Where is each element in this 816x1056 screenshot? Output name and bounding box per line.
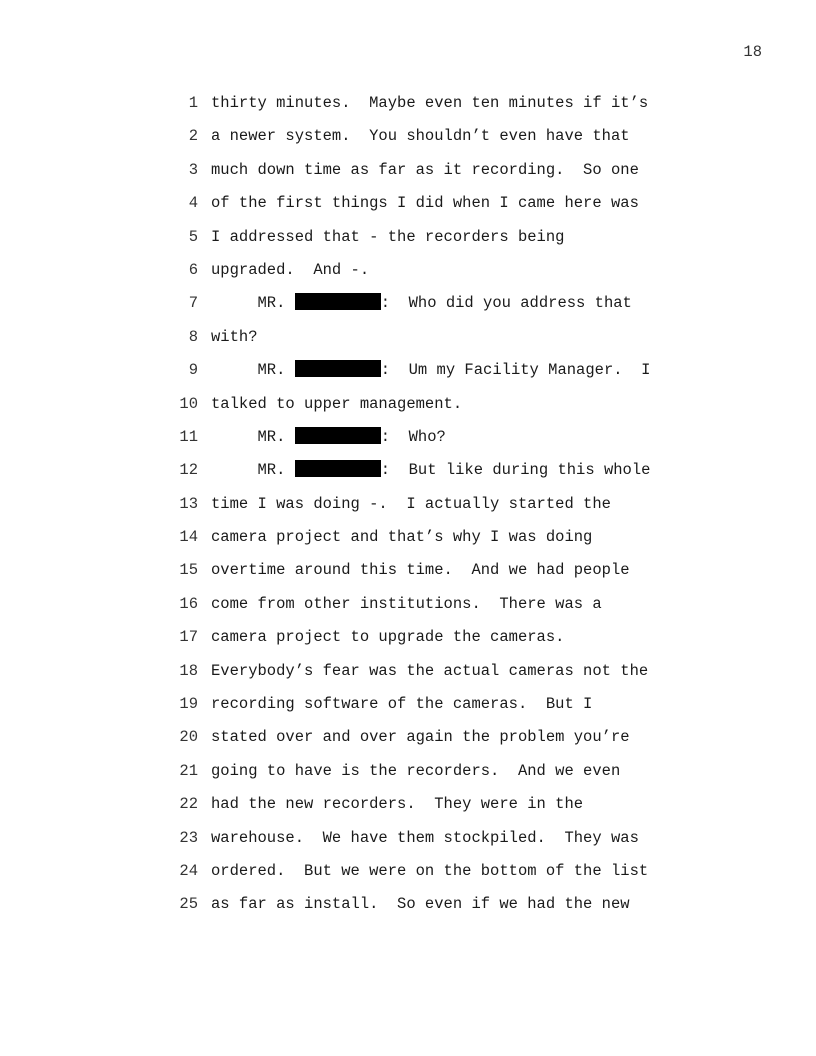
line-text: talked to upper management. [211, 394, 463, 413]
line-number: 1 [188, 94, 198, 112]
redaction-bar [295, 427, 381, 444]
speaker-prefix: MR. [211, 361, 295, 380]
line-text: thirty minutes. Maybe even ten minutes if it’s [211, 94, 649, 112]
redaction-bar [295, 460, 381, 477]
line-text: overtime around this time. And we had people [211, 561, 630, 580]
speaker-line [211, 460, 650, 481]
transcript-line [170, 260, 690, 293]
speaker-utterance: : Who did you address that [380, 294, 632, 313]
line-number: 20 [179, 728, 198, 747]
line-text: Everybody’s fear was the actual cameras not the [211, 661, 649, 680]
line-number: 11 [179, 427, 198, 446]
speaker-line [211, 427, 446, 448]
speaker-utterance: : Um my Facility Manager. I [380, 361, 651, 380]
line-text: I addressed that - the recorders being [211, 227, 565, 246]
transcript-line [170, 193, 690, 226]
speaker-prefix: MR. [211, 427, 295, 446]
transcript-line [170, 227, 690, 260]
line-number: 13 [179, 494, 198, 513]
line-text: had the new recorders. They were in the [211, 795, 584, 814]
line-number: 3 [188, 160, 198, 179]
transcript-line [170, 327, 690, 360]
speaker-prefix: MR. [211, 294, 295, 313]
transcript-line [170, 694, 690, 727]
line-text: much down time as far as it recording. So one [211, 160, 639, 179]
transcript-line [170, 394, 690, 427]
line-text: come from other institutions. There was a [211, 594, 602, 613]
line-number: 5 [188, 227, 198, 246]
transcript-body [170, 93, 690, 928]
line-text: warehouse. We have them stockpiled. They was [211, 828, 639, 847]
line-number: 15 [179, 561, 198, 580]
transcript-line [170, 627, 690, 660]
speaker-utterance: : But like during this whole [380, 461, 651, 480]
line-number: 10 [179, 394, 198, 413]
transcript-line [170, 527, 690, 560]
speaker-utterance: : Who? [380, 427, 446, 446]
line-text: with? [211, 327, 258, 346]
speaker-prefix: MR. [211, 461, 295, 480]
line-number: 16 [179, 594, 198, 613]
line-text: of the first things I did when I came here was [211, 194, 639, 213]
transcript-line [170, 727, 690, 760]
line-text: stated over and over again the problem you’re [211, 728, 630, 747]
line-text: camera project and that’s why I was doing [211, 528, 593, 547]
transcript-line [170, 427, 690, 460]
line-number: 17 [179, 628, 198, 647]
transcript-line [170, 160, 690, 193]
line-number: 6 [188, 260, 198, 279]
line-text: time I was doing -. I actually started the [211, 494, 611, 513]
line-number: 25 [179, 895, 198, 914]
line-number: 23 [179, 828, 198, 847]
line-text: recording software of the cameras. But I [211, 695, 593, 714]
line-text: as far as install. So even if we had the new [211, 895, 630, 914]
line-number: 18 [179, 661, 198, 680]
transcript-line [170, 894, 690, 927]
speaker-line [211, 360, 650, 381]
transcript-line [170, 293, 690, 326]
line-number: 7 [188, 294, 198, 313]
transcript-line [170, 126, 690, 159]
redaction-bar [295, 360, 381, 377]
line-number: 14 [179, 528, 198, 547]
line-number: 12 [179, 461, 198, 480]
transcript-line [170, 93, 690, 126]
transcript-line [170, 594, 690, 627]
transcript-line [170, 661, 690, 694]
line-number: 21 [179, 761, 198, 780]
line-number: 19 [179, 695, 198, 714]
line-number: 9 [188, 361, 198, 380]
line-number: 2 [188, 127, 198, 146]
transcript-line [170, 460, 690, 493]
transcript-line [170, 494, 690, 527]
transcript-line [170, 828, 690, 861]
transcript-line [170, 761, 690, 794]
line-number: 24 [179, 861, 198, 880]
transcript-line [170, 861, 690, 894]
page-number: 18 [743, 43, 762, 61]
line-text: a newer system. You shouldn’t even have that [211, 127, 630, 146]
line-number: 4 [188, 194, 198, 213]
line-number: 22 [179, 795, 198, 814]
transcript-line [170, 794, 690, 827]
line-text: camera project to upgrade the cameras. [211, 628, 565, 647]
line-text: going to have is the recorders. And we even [211, 761, 621, 780]
line-text: upgraded. And -. [211, 260, 370, 279]
transcript-line [170, 360, 690, 393]
line-text: ordered. But we were on the bottom of the list [211, 861, 649, 880]
redaction-bar [295, 293, 381, 310]
speaker-line [211, 293, 632, 314]
line-number: 8 [188, 327, 198, 346]
transcript-line [170, 560, 690, 593]
